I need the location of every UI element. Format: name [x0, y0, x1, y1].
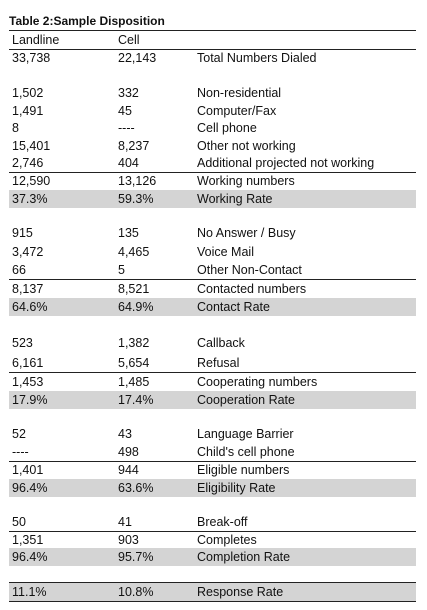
table-row-callback — [9, 334, 416, 352]
cell-value: 8,237 — [118, 139, 150, 153]
landline-value: 1,351 — [12, 533, 44, 547]
landline-value: 33,738 — [12, 51, 51, 65]
cell-value: 95.7% — [118, 550, 154, 564]
row-label: Refusal — [197, 356, 240, 370]
row-label: Contacted numbers — [197, 282, 307, 296]
row-label: Eligible numbers — [197, 463, 290, 477]
landline-value: 50 — [12, 515, 26, 529]
cell-value: 41 — [118, 515, 132, 529]
cell-value: 17.4% — [118, 393, 154, 407]
landline-value: 915 — [12, 226, 33, 240]
cell-value: 45 — [118, 104, 132, 118]
cell-value: 944 — [118, 463, 139, 477]
cell-value: 4,465 — [118, 245, 150, 259]
row-label: Other Non-Contact — [197, 263, 302, 277]
row-label: Working numbers — [197, 174, 295, 188]
row-label: Voice Mail — [197, 245, 254, 259]
cell-value: 903 — [118, 533, 139, 547]
table-row-no-answer-busy — [9, 224, 416, 242]
table-title: Table 2:Sample Disposition — [9, 14, 165, 28]
cell-value: 8,521 — [118, 282, 150, 296]
table-header-row — [9, 30, 416, 50]
landline-value: 52 — [12, 427, 26, 441]
landline-value: 96.4% — [12, 481, 48, 495]
cell-value: 10.8% — [118, 585, 154, 599]
table-row-language-barrier — [9, 425, 416, 443]
cell-value: 332 — [118, 86, 139, 100]
table-row-eligible-numbers — [9, 461, 416, 479]
cell-value: 22,143 — [118, 51, 157, 65]
row-label: Other not working — [197, 139, 296, 153]
row-label: Cooperation Rate — [197, 393, 295, 407]
landline-value: ---- — [12, 445, 29, 459]
landline-value: 37.3% — [12, 192, 48, 206]
table-row-working-rate — [9, 190, 416, 208]
cell-value: 1,485 — [118, 375, 150, 389]
landline-value: 64.6% — [12, 300, 48, 314]
row-label: Working Rate — [197, 192, 273, 206]
cell-value: ---- — [118, 121, 135, 135]
table-row-contact-rate — [9, 298, 416, 316]
row-label: Contact Rate — [197, 300, 270, 314]
table-row-additional-projected — [9, 154, 416, 173]
table-row-total-dialed — [9, 49, 416, 67]
landline-value: 96.4% — [12, 550, 48, 564]
row-label: Response Rate — [197, 585, 284, 599]
landline-value: 8 — [12, 121, 19, 135]
table-row-cooperating-numbers — [9, 373, 416, 391]
landline-value: 2,746 — [12, 156, 44, 170]
table-row-refusal — [9, 354, 416, 373]
landline-value: 66 — [12, 263, 26, 277]
row-label: Eligibility Rate — [197, 481, 276, 495]
landline-value: 3,472 — [12, 245, 44, 259]
cell-value: 1,382 — [118, 336, 150, 350]
landline-value: 1,491 — [12, 104, 44, 118]
row-label: No Answer / Busy — [197, 226, 296, 240]
landline-value: 8,137 — [12, 282, 44, 296]
row-label: Non-residential — [197, 86, 282, 100]
landline-value: 15,401 — [12, 139, 51, 153]
cell-value: 64.9% — [118, 300, 154, 314]
table-row-other-not-working — [9, 137, 416, 155]
row-label: Break-off — [197, 515, 248, 529]
table-row-computer-fax — [9, 102, 416, 120]
row-label: Additional projected not working — [197, 156, 375, 170]
row-label: Total Numbers Dialed — [197, 51, 317, 65]
row-label: Completion Rate — [197, 550, 291, 564]
column-header-landline: Landline — [12, 33, 60, 47]
table-row-working-numbers — [9, 172, 416, 190]
cell-value: 63.6% — [118, 481, 154, 495]
cell-value: 404 — [118, 156, 139, 170]
row-label: Child's cell phone — [197, 445, 295, 459]
cell-value: 43 — [118, 427, 132, 441]
landline-value: 523 — [12, 336, 33, 350]
table-row-eligibility-rate — [9, 479, 416, 497]
landline-value: 1,502 — [12, 86, 44, 100]
cell-value: 5 — [118, 263, 125, 277]
landline-value: 1,453 — [12, 375, 44, 389]
table-row-childs-cell-phone — [9, 443, 416, 462]
landline-value: 12,590 — [12, 174, 51, 188]
table-row-break-off — [9, 513, 416, 532]
cell-value: 5,654 — [118, 356, 150, 370]
row-label: Cooperating numbers — [197, 375, 318, 389]
table-row-other-non-contact — [9, 261, 416, 280]
table-row-contacted-numbers — [9, 280, 416, 298]
row-label: Cell phone — [197, 121, 257, 135]
landline-value: 17.9% — [12, 393, 48, 407]
table-row-completion-rate — [9, 548, 416, 566]
table-row-voice-mail — [9, 243, 416, 261]
table-row-cooperation-rate — [9, 391, 416, 409]
landline-value: 1,401 — [12, 463, 44, 477]
row-label: Callback — [197, 336, 245, 350]
row-label: Completes — [197, 533, 257, 547]
table-row-cell-phone — [9, 119, 416, 137]
landline-value: 6,161 — [12, 356, 44, 370]
cell-value: 59.3% — [118, 192, 154, 206]
table-row-non-residential — [9, 84, 416, 102]
row-label: Computer/Fax — [197, 104, 277, 118]
table-row-completes — [9, 531, 416, 549]
row-label: Language Barrier — [197, 427, 294, 441]
table-row-response-rate — [9, 582, 416, 602]
cell-value: 498 — [118, 445, 139, 459]
cell-value: 13,126 — [118, 174, 157, 188]
cell-value: 135 — [118, 226, 139, 240]
landline-value: 11.1% — [12, 585, 47, 599]
column-header-cell: Cell — [118, 33, 140, 47]
